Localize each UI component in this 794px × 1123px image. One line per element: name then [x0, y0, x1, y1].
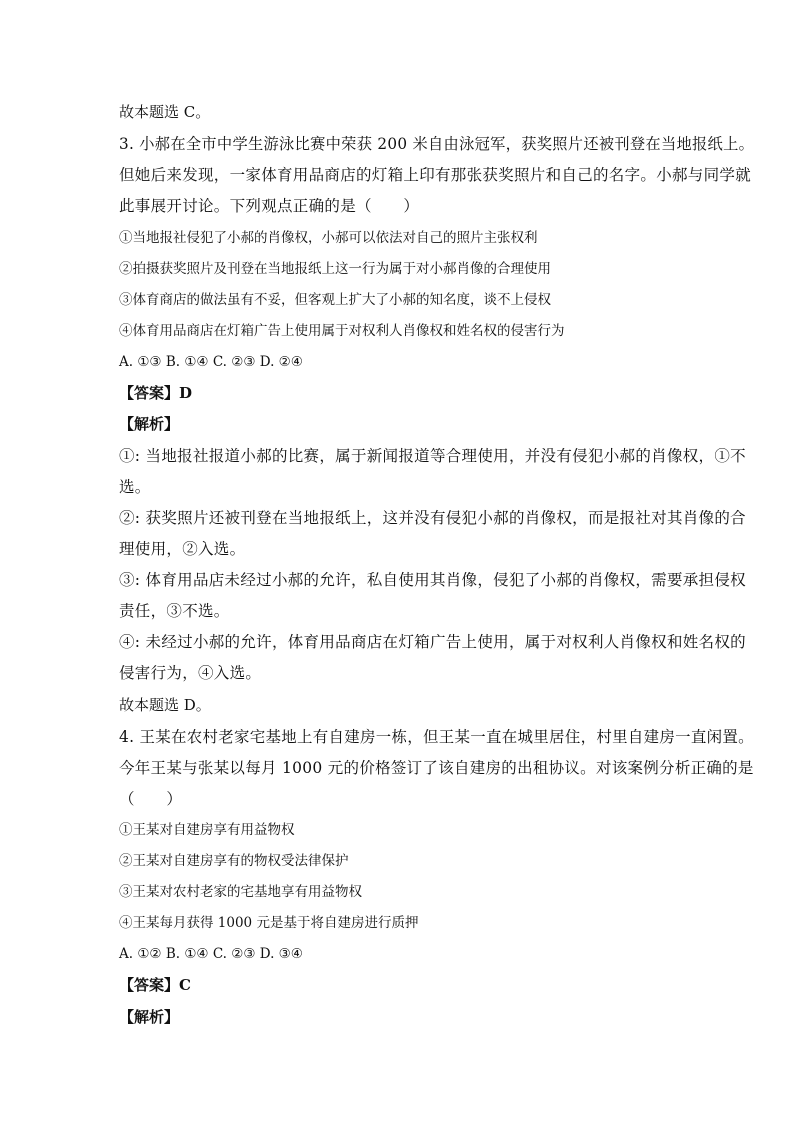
question-4-analysis-heading: 【解析】 — [119, 1008, 180, 1026]
question-3-statement-1: ①当地报社侵犯了小郝的肖像权，小郝可以依法对自己的照片主张权利 — [119, 230, 538, 246]
question-3-answer: 【答案】D — [119, 384, 193, 402]
analysis-3-point-2-cont: 理使用，②入选。 — [119, 540, 246, 558]
question-4-statement-1: ①王某对自建房享有用益物权 — [119, 822, 295, 838]
analysis-3-point-3-cont: 责任，③不选。 — [119, 602, 230, 620]
question-3-stem-line-3: 此事展开讨论。下列观点正确的是（ ） — [119, 197, 420, 215]
question-4-stem-line-3: （ ） — [119, 790, 183, 808]
analysis-3-point-2: ②: 获奖照片还被刊登在当地报纸上，这并没有侵犯小郝的肖像权，而是报社对其肖像的合 — [119, 509, 746, 527]
analysis-3-point-4: ④: 未经过小郝的允许，体育用品商店在灯箱广告上使用，属于对权利人肖像权和姓名权的 — [119, 633, 746, 651]
question-3-analysis-heading: 【解析】 — [119, 415, 180, 433]
conclusion-q2: 故本题选 C。 — [119, 103, 211, 121]
question-4-statement-2: ②王某对自建房享有的物权受法律保护 — [119, 853, 349, 869]
analysis-3-point-3: ③: 体育用品店未经过小郝的允许，私自使用其肖像，侵犯了小郝的肖像权，需要承担侵权 — [119, 571, 746, 589]
question-3-options: A. ①③ B. ①④ C. ②③ D. ②④ — [119, 354, 303, 370]
question-4-stem-line-1: 4. 王某在农村老家宅基地上有自建房一栋，但王某一直在城里居住，村里自建房一直闲置。 — [119, 728, 754, 746]
question-3-statement-4: ④体育用品商店在灯箱广告上使用属于对权利人肖像权和姓名权的侵害行为 — [119, 323, 565, 339]
analysis-3-point-4-cont: 侵害行为，④入选。 — [119, 664, 262, 682]
question-4-stem-line-2: 今年王某与张某以每月 1000 元的价格签订了该自建房的出租协议。对该案例分析正确的是 — [119, 759, 754, 777]
question-4-answer: 【答案】C — [119, 976, 191, 994]
analysis-3-point-1-cont: 选。 — [119, 478, 151, 496]
conclusion-q3: 故本题选 D。 — [119, 696, 211, 714]
question-3-stem-line-1: 3. 小郝在全市中学生游泳比赛中荣获 200 米自由泳冠军，获奖照片还被刊登在当地报纸上。 — [119, 135, 755, 153]
question-4-statement-3: ③王某对农村老家的宅基地享有用益物权 — [119, 884, 362, 900]
question-3-stem-line-2: 但她后来发现，一家体育用品商店的灯箱上印有那张获奖照片和自己的名字。小郝与同学就 — [119, 166, 752, 184]
analysis-3-point-1: ①: 当地报社报道小郝的比赛，属于新闻报道等合理使用，并没有侵犯小郝的肖像权，①不 — [119, 447, 746, 465]
question-3-statement-2: ②拍摄获奖照片及刊登在当地报纸上这一行为属于对小郝肖像的合理使用 — [119, 261, 551, 277]
question-4-statement-4: ④王某每月获得 1000 元是基于将自建房进行质押 — [119, 915, 419, 931]
question-4-options: A. ①② B. ①④ C. ②③ D. ③④ — [119, 946, 303, 962]
question-3-statement-3: ③体育商店的做法虽有不妥，但客观上扩大了小郝的知名度，谈不上侵权 — [119, 292, 551, 308]
